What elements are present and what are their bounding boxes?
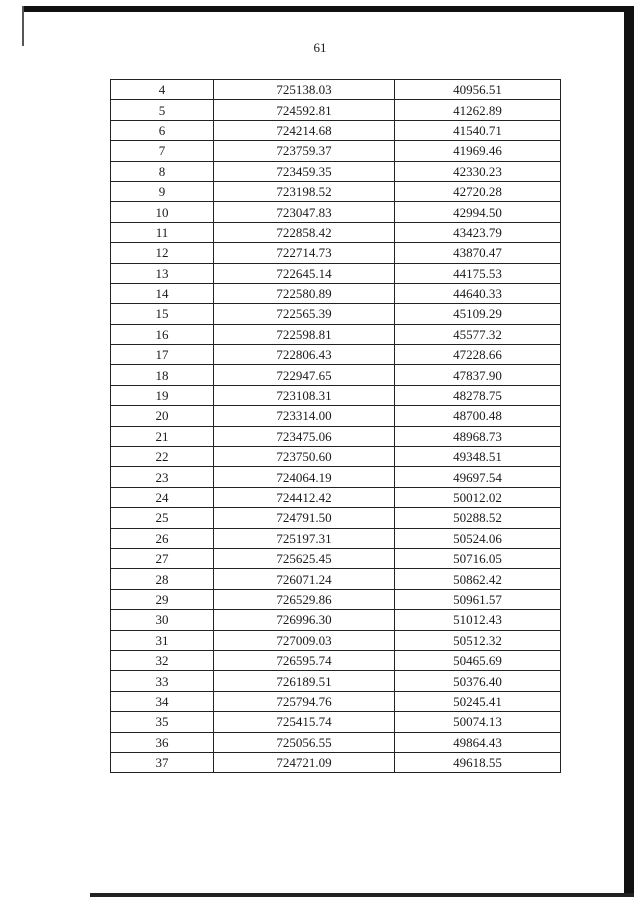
y-coordinate-cell: 50288.52 <box>395 508 561 528</box>
table-row <box>111 202 561 222</box>
table-row <box>111 263 561 283</box>
point-number-cell: 4 <box>111 80 214 100</box>
point-number-cell: 17 <box>111 345 214 365</box>
x-coordinate-cell: 726529.86 <box>214 589 395 609</box>
point-number-cell: 34 <box>111 691 214 711</box>
x-coordinate-cell: 722714.73 <box>214 243 395 263</box>
table-row <box>111 406 561 426</box>
scan-border-right <box>624 6 634 896</box>
y-coordinate-cell: 47837.90 <box>395 365 561 385</box>
x-coordinate-cell: 724592.81 <box>214 100 395 120</box>
y-coordinate-cell: 50465.69 <box>395 650 561 670</box>
point-number-cell: 8 <box>111 161 214 181</box>
y-coordinate-cell: 50012.02 <box>395 487 561 507</box>
x-coordinate-cell: 724791.50 <box>214 508 395 528</box>
x-coordinate-cell: 725138.03 <box>214 80 395 100</box>
x-coordinate-cell: 723750.60 <box>214 447 395 467</box>
table-row <box>111 691 561 711</box>
table-row <box>111 610 561 630</box>
y-coordinate-cell: 49864.43 <box>395 732 561 752</box>
table-row <box>111 120 561 140</box>
coordinate-table <box>110 79 561 773</box>
table-row <box>111 650 561 670</box>
y-coordinate-cell: 50245.41 <box>395 691 561 711</box>
table-row <box>111 385 561 405</box>
point-number-cell: 22 <box>111 447 214 467</box>
point-number-cell: 35 <box>111 712 214 732</box>
point-number-cell: 20 <box>111 406 214 426</box>
y-coordinate-cell: 49618.55 <box>395 752 561 772</box>
y-coordinate-cell: 50376.40 <box>395 671 561 691</box>
y-coordinate-cell: 41540.71 <box>395 120 561 140</box>
y-coordinate-cell: 49348.51 <box>395 447 561 467</box>
y-coordinate-cell: 47228.66 <box>395 345 561 365</box>
x-coordinate-cell: 722947.65 <box>214 365 395 385</box>
point-number-cell: 16 <box>111 324 214 344</box>
y-coordinate-cell: 43423.79 <box>395 222 561 242</box>
x-coordinate-cell: 723198.52 <box>214 181 395 201</box>
table-row <box>111 752 561 772</box>
point-number-cell: 15 <box>111 304 214 324</box>
y-coordinate-cell: 44640.33 <box>395 283 561 303</box>
table-row <box>111 467 561 487</box>
x-coordinate-cell: 723314.00 <box>214 406 395 426</box>
x-coordinate-cell: 725197.31 <box>214 528 395 548</box>
table-row <box>111 426 561 446</box>
point-number-cell: 13 <box>111 263 214 283</box>
y-coordinate-cell: 51012.43 <box>395 610 561 630</box>
point-number-cell: 6 <box>111 120 214 140</box>
x-coordinate-cell: 722645.14 <box>214 263 395 283</box>
x-coordinate-cell: 725056.55 <box>214 732 395 752</box>
x-coordinate-cell: 726996.30 <box>214 610 395 630</box>
table-row <box>111 528 561 548</box>
y-coordinate-cell: 41262.89 <box>395 100 561 120</box>
y-coordinate-cell: 50961.57 <box>395 589 561 609</box>
y-coordinate-cell: 43870.47 <box>395 243 561 263</box>
page-number: 61 <box>313 40 327 55</box>
x-coordinate-cell: 726595.74 <box>214 650 395 670</box>
x-coordinate-cell: 725415.74 <box>214 712 395 732</box>
table-row <box>111 630 561 650</box>
scan-border-bottom <box>90 893 634 897</box>
x-coordinate-cell: 722858.42 <box>214 222 395 242</box>
point-number-cell: 7 <box>111 141 214 161</box>
x-coordinate-cell: 722580.89 <box>214 283 395 303</box>
point-number-cell: 26 <box>111 528 214 548</box>
y-coordinate-cell: 42994.50 <box>395 202 561 222</box>
y-coordinate-cell: 48700.48 <box>395 406 561 426</box>
table-row <box>111 141 561 161</box>
point-number-cell: 36 <box>111 732 214 752</box>
table-row <box>111 548 561 568</box>
x-coordinate-cell: 724412.42 <box>214 487 395 507</box>
point-number-cell: 28 <box>111 569 214 589</box>
y-coordinate-cell: 50512.32 <box>395 630 561 650</box>
x-coordinate-cell: 725625.45 <box>214 548 395 568</box>
point-number-cell: 18 <box>111 365 214 385</box>
y-coordinate-cell: 48968.73 <box>395 426 561 446</box>
x-coordinate-cell: 727009.03 <box>214 630 395 650</box>
table-row <box>111 589 561 609</box>
y-coordinate-cell: 41969.46 <box>395 141 561 161</box>
y-coordinate-cell: 44175.53 <box>395 263 561 283</box>
table-row <box>111 569 561 589</box>
y-coordinate-cell: 42720.28 <box>395 181 561 201</box>
y-coordinate-cell: 50524.06 <box>395 528 561 548</box>
point-number-cell: 30 <box>111 610 214 630</box>
y-coordinate-cell: 49697.54 <box>395 467 561 487</box>
y-coordinate-cell: 45109.29 <box>395 304 561 324</box>
table-row <box>111 671 561 691</box>
table-row <box>111 161 561 181</box>
point-number-cell: 33 <box>111 671 214 691</box>
y-coordinate-cell: 50716.05 <box>395 548 561 568</box>
point-number-cell: 21 <box>111 426 214 446</box>
point-number-cell: 19 <box>111 385 214 405</box>
point-number-cell: 11 <box>111 222 214 242</box>
point-number-cell: 37 <box>111 752 214 772</box>
point-number-cell: 24 <box>111 487 214 507</box>
table-row <box>111 732 561 752</box>
y-coordinate-cell: 45577.32 <box>395 324 561 344</box>
table-row <box>111 447 561 467</box>
point-number-cell: 31 <box>111 630 214 650</box>
x-coordinate-cell: 724064.19 <box>214 467 395 487</box>
x-coordinate-cell: 726071.24 <box>214 569 395 589</box>
point-number-cell: 10 <box>111 202 214 222</box>
x-coordinate-cell: 722598.81 <box>214 324 395 344</box>
y-coordinate-cell: 42330.23 <box>395 161 561 181</box>
point-number-cell: 9 <box>111 181 214 201</box>
table-body <box>111 80 561 773</box>
point-number-cell: 32 <box>111 650 214 670</box>
x-coordinate-cell: 723759.37 <box>214 141 395 161</box>
point-number-cell: 23 <box>111 467 214 487</box>
point-number-cell: 5 <box>111 100 214 120</box>
y-coordinate-cell: 50074.13 <box>395 712 561 732</box>
table-row <box>111 283 561 303</box>
x-coordinate-cell: 724214.68 <box>214 120 395 140</box>
x-coordinate-cell: 723459.35 <box>214 161 395 181</box>
x-coordinate-cell: 725794.76 <box>214 691 395 711</box>
table-row <box>111 487 561 507</box>
point-number-cell: 25 <box>111 508 214 528</box>
x-coordinate-cell: 723108.31 <box>214 385 395 405</box>
table-row <box>111 508 561 528</box>
y-coordinate-cell: 48278.75 <box>395 385 561 405</box>
table-row <box>111 80 561 100</box>
x-coordinate-cell: 722806.43 <box>214 345 395 365</box>
x-coordinate-cell: 722565.39 <box>214 304 395 324</box>
table-row <box>111 345 561 365</box>
scan-border-top <box>22 6 632 12</box>
x-coordinate-cell: 723475.06 <box>214 426 395 446</box>
table-row <box>111 181 561 201</box>
x-coordinate-cell: 723047.83 <box>214 202 395 222</box>
y-coordinate-cell: 50862.42 <box>395 569 561 589</box>
point-number-cell: 27 <box>111 548 214 568</box>
table-row <box>111 100 561 120</box>
point-number-cell: 12 <box>111 243 214 263</box>
table-row <box>111 365 561 385</box>
table-row <box>111 222 561 242</box>
table-row <box>111 304 561 324</box>
table-row <box>111 712 561 732</box>
point-number-cell: 29 <box>111 589 214 609</box>
x-coordinate-cell: 726189.51 <box>214 671 395 691</box>
table-row <box>111 243 561 263</box>
table-row <box>111 324 561 344</box>
point-number-cell: 14 <box>111 283 214 303</box>
x-coordinate-cell: 724721.09 <box>214 752 395 772</box>
y-coordinate-cell: 40956.51 <box>395 80 561 100</box>
